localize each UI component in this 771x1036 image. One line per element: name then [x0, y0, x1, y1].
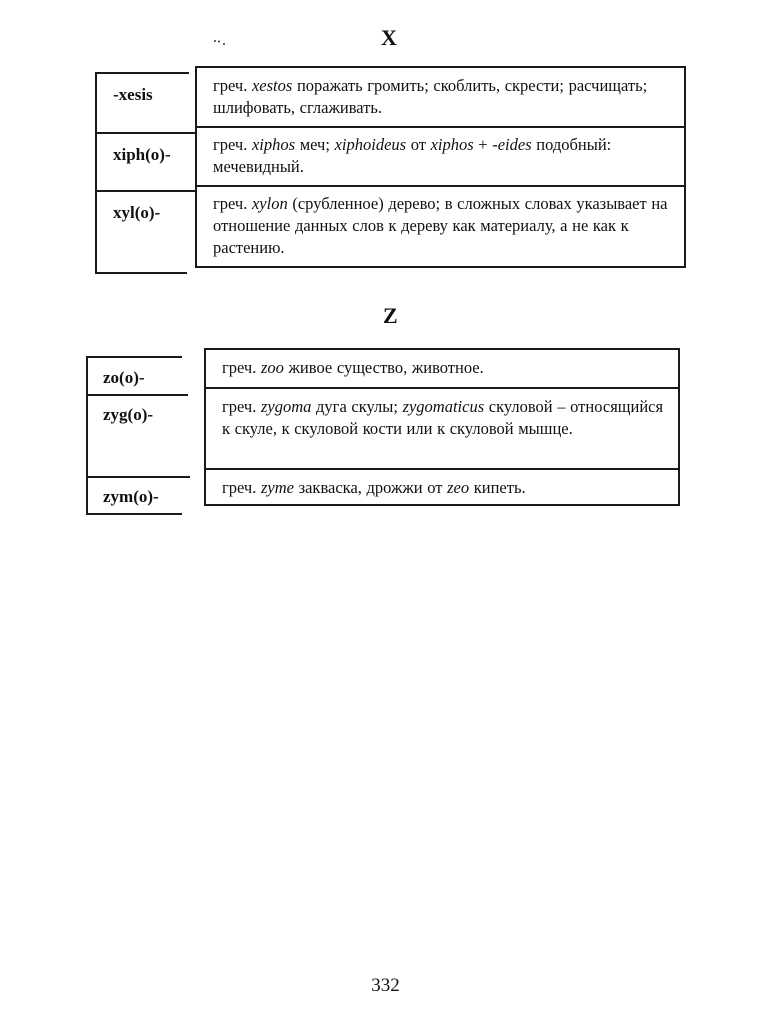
- definition-run: греч.: [213, 135, 252, 154]
- definition-text-xylo: [213, 193, 670, 259]
- latin-term: zygomaticus: [402, 397, 485, 416]
- term-xylo: xyl(o)-: [113, 203, 161, 222]
- latin-term: xiphos: [430, 135, 474, 154]
- term-column-x: [95, 72, 97, 272]
- page-number: 332: [371, 975, 400, 996]
- definition-row: [197, 187, 684, 266]
- definition-run: скуловой – относящийся к скуле, к скуловой кости или к скуловой мышце.: [222, 397, 664, 438]
- latin-term: xiphos: [251, 135, 296, 154]
- definition-table-z: [204, 348, 680, 506]
- stray-mark-icon: [213, 38, 227, 46]
- term-column-z: [86, 356, 88, 513]
- term-rule: [95, 72, 189, 74]
- definition-run: +: [473, 135, 493, 154]
- definition-row: [197, 68, 684, 126]
- definition-run: поражать громить; скоблить, скрести; расчищать; шлифовать, сглаживать.: [213, 76, 648, 117]
- definition-row: [197, 128, 684, 186]
- definition-text-zymo: [222, 477, 664, 499]
- definition-run: закваска, дрожжи от: [293, 478, 448, 497]
- latin-term: xestos: [251, 76, 293, 95]
- definition-text-zoo: [222, 357, 664, 379]
- definition-run: (срубленное) дерево; в сложных словах указывает на отношение данных слов к дереву как материалу, а не как к растению.: [213, 194, 668, 257]
- definition-run: греч.: [222, 478, 261, 497]
- latin-term: zyme: [260, 478, 294, 497]
- latin-term: -eides: [492, 135, 532, 154]
- definition-row: [206, 389, 678, 469]
- section-letter-z: Z: [383, 303, 398, 328]
- definition-run: греч.: [213, 194, 252, 213]
- latin-term: zeo: [447, 478, 470, 497]
- definition-run: дуга скулы;: [311, 397, 403, 416]
- latin-term: zygoma: [260, 397, 312, 416]
- definition-run: греч.: [222, 397, 261, 416]
- definition-run: кипеть.: [469, 478, 526, 497]
- term-xipho: xiph(o)-: [113, 145, 171, 164]
- definition-row: [206, 350, 678, 386]
- section-letter-x: X: [381, 25, 397, 50]
- definition-row: [206, 470, 678, 506]
- definition-text-zygo: [222, 396, 664, 440]
- term-zymo: zym(o)-: [103, 487, 159, 506]
- definition-run: греч.: [222, 358, 261, 377]
- term-rule: [95, 190, 195, 192]
- term-rule: [95, 132, 195, 134]
- definition-run: живое существо, животное.: [283, 358, 484, 377]
- term-rule: [86, 394, 188, 396]
- definition-run: греч.: [213, 76, 252, 95]
- definition-run: меч;: [295, 135, 335, 154]
- latin-term: xiphoideus: [334, 135, 407, 154]
- term-rule: [86, 476, 190, 478]
- definition-run: от: [406, 135, 431, 154]
- definition-text-xesis: [213, 75, 670, 119]
- term-xesis: -xesis: [113, 85, 153, 104]
- latin-term: zoo: [260, 358, 284, 377]
- term-zygo: zyg(o)-: [103, 405, 154, 424]
- latin-term: xylon: [251, 194, 288, 213]
- term-zoo: zo(o)-: [103, 368, 145, 387]
- definition-run: подобный: мечевидный.: [213, 135, 612, 176]
- term-rule: [86, 513, 182, 515]
- term-rule: [95, 272, 187, 274]
- definition-table-x: [195, 66, 686, 268]
- definition-text-xipho: [213, 134, 670, 178]
- term-rule: [86, 356, 182, 358]
